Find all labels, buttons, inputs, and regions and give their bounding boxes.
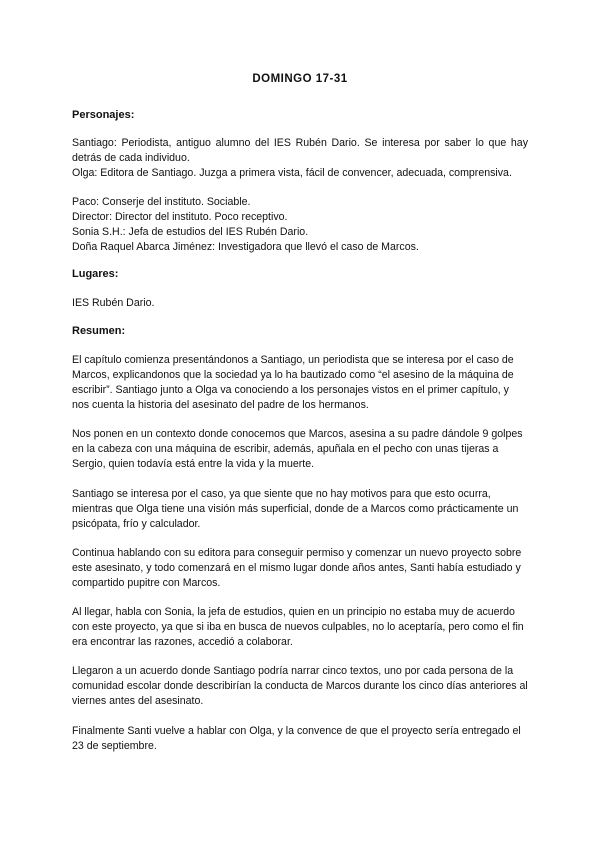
personaje-santiago: Santiago: Periodista, antiguo alumno del IES Rubén Dario. Se interesa por saber lo que hay detrás de cada individuo.	[72, 137, 528, 164]
personaje-raquel: Doña Raquel Abarca Jiménez: Investigadora que llevó el caso de Marcos.	[72, 241, 419, 253]
personaje-olga: Olga: Editora de Santiago. Juzga a primera vista, fácil de convencer, adecuada, comprensiva.	[72, 167, 512, 179]
resumen-paragraph-1: El capítulo comienza presentándonos a Santiago, un periodista que se interesa por el caso de Marcos, explicandonos que la sociedad ya lo ha bautizado como “el asesino de la máquina de escribir”. Santiago junto a Olga va conociendo a los personajes vistos en el primer capítulo, y nos cuenta la historia del asesinato del padre de los hermanos.	[72, 354, 514, 411]
resumen-paragraph-7: Finalmente Santi vuelve a hablar con Olga, y la convence de que el proyecto sería entregado el 23 de septiembre.	[72, 725, 521, 752]
personaje-director: Director: Director del instituto. Poco receptivo.	[72, 211, 288, 223]
resumen-heading: Resumen:	[72, 325, 126, 337]
personaje-sonia: Sonia S.H.: Jefa de estudios del IES Rubén Dario.	[72, 226, 309, 238]
personajes-heading: Personajes:	[72, 109, 135, 121]
document-title: DOMINGO 17-31	[252, 73, 348, 85]
resumen-paragraph-5: Al llegar, habla con Sonia, la jefa de estudios, quien en un principio no estaba muy de acuerdo con este proyecto, ya que si iba en busca de nuevos culpables, no lo aceptaría, pero como el fin era encontrar las razones, accedió a colaborar.	[72, 606, 524, 648]
personaje-paco: Paco: Conserje del instituto. Sociable.	[72, 196, 251, 208]
lugares-heading: Lugares:	[72, 268, 119, 280]
resumen-paragraph-4: Continua hablando con su editora para conseguir permiso y comenzar un nuevo proyecto sobre este asesinato, y todo comenzará en el mismo lugar donde años antes, Santi había estudiado y compartido pupitre con Marcos.	[72, 547, 522, 589]
lugares-text: IES Rubén Dario.	[72, 297, 155, 309]
resumen-paragraph-3: Santiago se interesa por el caso, ya que siente que no hay motivos para que esto ocurra, mientras que Olga tiene una visión más superficial, donde de a Marcos como prácticamente un psicópata, frío y calculador.	[72, 488, 519, 530]
resumen-paragraph-6: Llegaron a un acuerdo donde Santiago podría narrar cinco textos, uno por cada persona de la comunidad escolar donde describirían la conducta de Marcos durante los cinco días anteriores al viernes antes del asesinato.	[72, 665, 528, 707]
resumen-paragraph-2: Nos ponen en un contexto donde conocemos que Marcos, asesina a su padre dándole 9 golpes en la cabeza con una máquina de escribir, además, apuñala en el pecho con unas tijeras a Sergio, quien todavía está entre la vida y la muerte.	[72, 428, 523, 470]
